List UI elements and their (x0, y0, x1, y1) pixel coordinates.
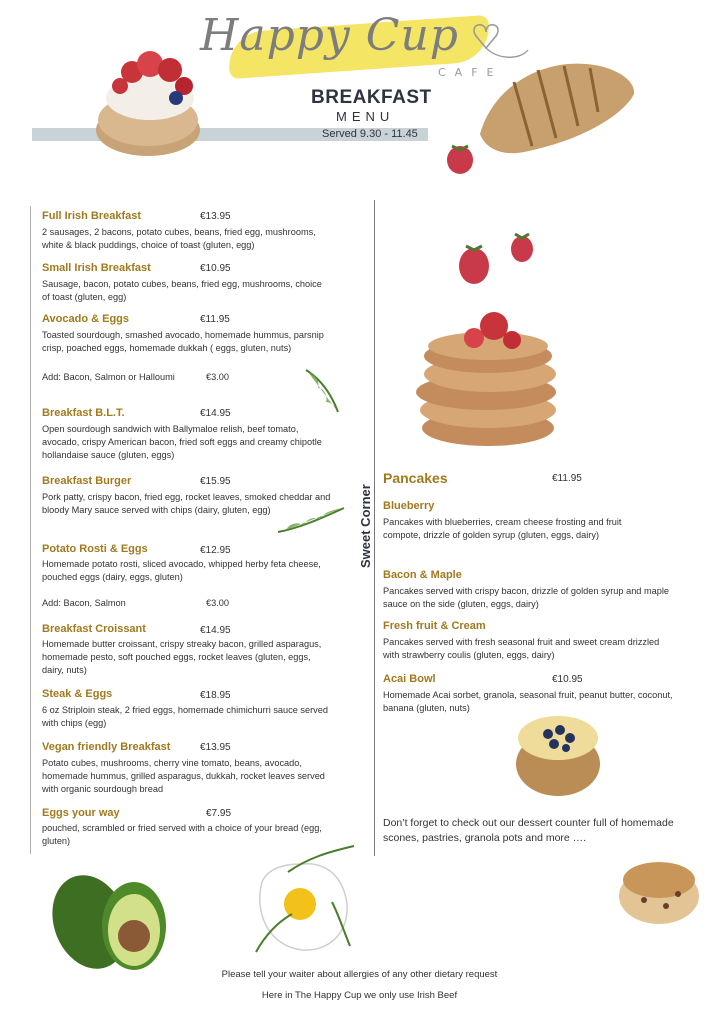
menu-item-desc: Homemade potato rosti, sliced avocado, whipped herby feta cheese, pouched eggs (dairy, eggs, gluten) (42, 559, 321, 582)
menu-item-name: Breakfast Croissant (42, 623, 146, 635)
raspberry-illustration (444, 140, 476, 176)
berry-tart-illustration (88, 38, 214, 160)
menu-item-price: €12.95 (200, 545, 231, 556)
menu-item-addon: Add: Bacon, Salmon (42, 598, 126, 608)
menu-item-name: Vegan friendly Breakfast (42, 741, 171, 753)
menu-item-desc: Pork patty, crispy bacon, fried egg, rocket leaves, smoked cheddar and bloody Mary sauce served with chips (dairy, gluten, egg) (42, 492, 331, 515)
menu-item-price: €14.95 (200, 625, 231, 636)
menu-item-desc: 6 oz Striploin steak, 2 fried eggs, homemade chimichurri sauce served with chips (egg) (42, 705, 328, 728)
avocado-illustration (50, 858, 172, 976)
sweet-item-name: Fresh fruit & Cream (383, 620, 486, 632)
served-hours: Served 9.30 - 11.45 (322, 128, 418, 140)
raspberry-illustration (456, 238, 492, 286)
rocket-leaf-illustration (276, 504, 346, 536)
menu-item-price: €15.95 (200, 476, 231, 487)
menu-item-name: Avocado & Eggs (42, 313, 129, 325)
pancakes-title: Pancakes (383, 470, 448, 486)
column-divider (374, 200, 375, 856)
menu-item-price: €18.95 (200, 690, 231, 701)
pancakes-price: €11.95 (552, 473, 582, 484)
page-title: BREAKFAST (311, 87, 432, 108)
page-subtitle: MENU (336, 109, 395, 124)
sweet-corner-label: Sweet Corner (358, 484, 373, 568)
menu-item-name: Eggs your way (42, 807, 120, 819)
logo-subtitle: CAFE (438, 66, 503, 79)
menu-item-name: Potato Rosti & Eggs (42, 543, 148, 555)
menu-item-desc: pouched, scrambled or fried served with a choice of your bread (egg, gluten) (42, 823, 322, 846)
fried-egg-illustration (248, 842, 360, 960)
sweet-item-desc: Pancakes served with crispy bacon, drizzle of golden syrup and maple sauce on the side (gluten, eggs, dairy) (383, 586, 669, 609)
menu-item-price: €13.95 (200, 742, 231, 753)
menu-item-addon-price: €3.00 (206, 372, 229, 382)
logo-script: Happy Cup (200, 10, 459, 61)
croissant-illustration (474, 54, 640, 158)
menu-item-desc: 2 sausages, 2 bacons, potato cubes, beans, fried egg, mushrooms, white & black puddings, choice of toast (gluten, egg) (42, 227, 316, 250)
sweet-item-desc: Pancakes served with fresh seasonal fruit and sweet cream drizzled with strawberry coulis (gluten, eggs, dairy) (383, 637, 660, 660)
menu-item-desc: Open sourdough sandwich with Ballymaloe relish, beef tomato, avocado, crispy American bacon, fried soft eggs and creamy chipotle hollandaise sauce (gluten, eggs) (42, 424, 322, 460)
raspberry-illustration (508, 228, 536, 264)
menu-item-addon-price: €3.00 (206, 598, 229, 608)
sweet-item-desc: Pancakes with blueberries, cream cheese frosting and fruit compote, drizzle of golden syrup (gluten, eggs, dairy) (383, 517, 622, 540)
menu-item-desc: Sausage, bacon, potato cubes, beans, fried egg, mushrooms, choice of toast (gluten, egg) (42, 279, 322, 302)
menu-item-desc: Homemade butter croissant, crispy streaky bacon, grilled asparagus, homemade pesto, soft pouched eggs, rocket leaves (gluten, eggs, dairy, nuts) (42, 639, 322, 675)
rocket-leaf-illustration (302, 366, 342, 416)
menu-item-desc: Toasted sourdough, smashed avocado, homemade hummus, parsnip crisp, poached eggs, homemade dukkah ( eggs, gluten, nuts) (42, 330, 324, 353)
menu-item-name: Breakfast Burger (42, 475, 132, 487)
acai-bowl-illustration (512, 704, 604, 798)
menu-item-price: €10.95 (200, 263, 231, 274)
menu-item-name: Steak & Eggs (42, 688, 113, 700)
menu-item-price: €14.95 (200, 408, 231, 419)
dessert-counter-note: Don’t forget to check out our dessert counter full of homemade scones, pastries, granola pots and more …. (383, 817, 674, 844)
menu-item-price: €13.95 (200, 211, 231, 222)
menu-item-name: Breakfast B.L.T. (42, 407, 125, 419)
menu-item-addon: Add: Bacon, Salmon or Halloumi (42, 372, 175, 382)
left-rule (30, 206, 31, 854)
menu-item-desc: Potato cubes, mushrooms, cherry vine tomato, beans, avocado, homemade hummus, grilled asparagus, dukkah, rocket leaves served with organic sourdough bread (42, 758, 325, 794)
acai-price: €10.95 (552, 674, 583, 685)
menu-item-price: €7.95 (206, 808, 232, 819)
pancake-stack-illustration (408, 300, 568, 452)
acai-desc: Homemade Acai sorbet, granola, seasonal fruit, peanut butter, coconut, banana (gluten, nuts) (383, 690, 673, 713)
menu-item-name: Full Irish Breakfast (42, 210, 142, 222)
menu-item-price: €11.95 (200, 314, 230, 325)
beef-note: Here in The Happy Cup we only use Irish Beef (261, 990, 458, 1001)
acai-name: Acai Bowl (383, 673, 436, 685)
sweet-item-name: Bacon & Maple (383, 569, 462, 581)
allergy-note: Please tell your waiter about allergies of any other dietary request (221, 969, 498, 980)
sweet-item-name: Blueberry (383, 500, 435, 512)
scone-illustration (614, 850, 704, 928)
menu-item-name: Small Irish Breakfast (42, 262, 151, 274)
